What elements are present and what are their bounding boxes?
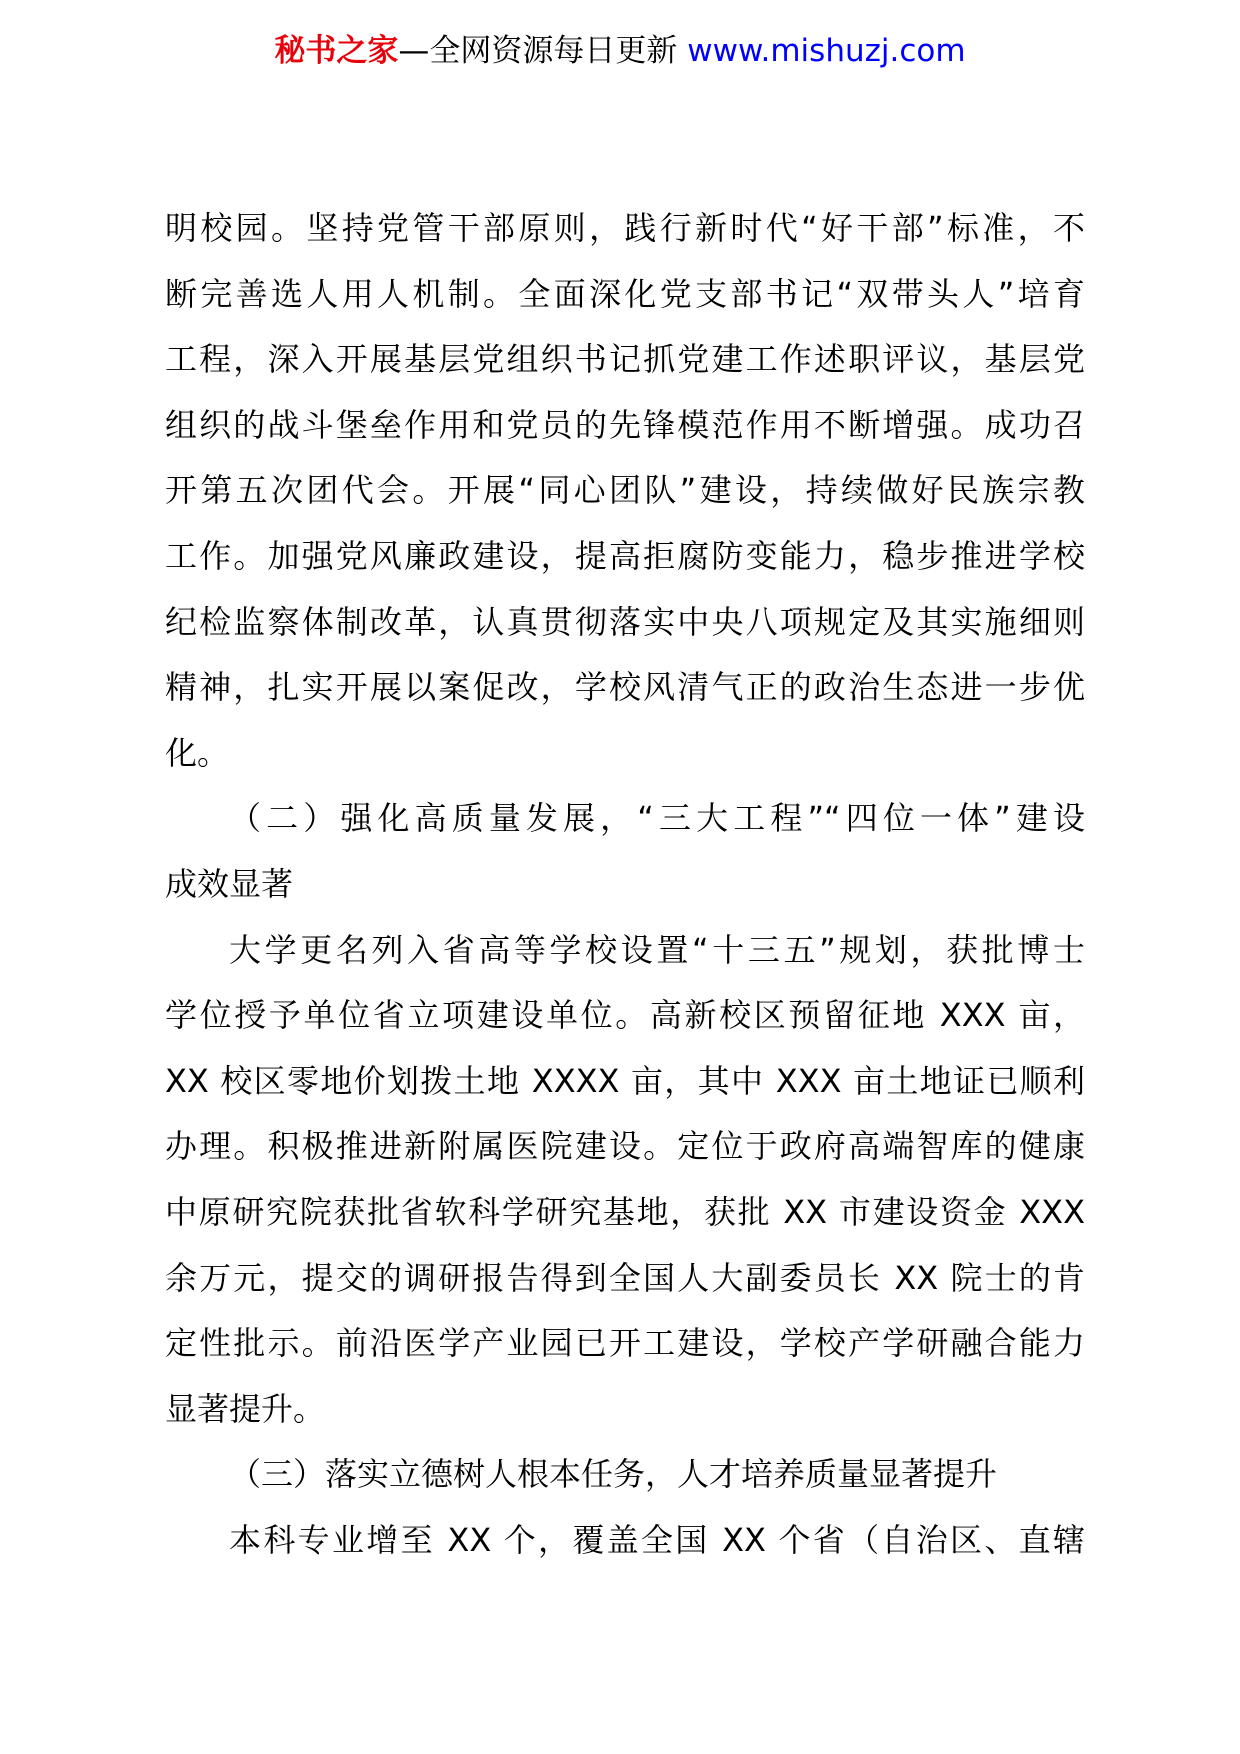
section-heading-line: 成效显著 [165, 864, 294, 903]
document-body [165, 196, 1085, 1573]
paragraph-line: 开第五次团代会。开展“同心团队”建设，持续做好民族宗教 [165, 471, 1085, 510]
paragraph-line: 办理。积极推进新附属医院建设。定位于政府高端智库的健康 [165, 1127, 1085, 1166]
paragraph-line: 学位授予单位省立项建设单位。高新校区预留征地 XXX 亩， [165, 996, 1085, 1035]
paragraph-line: 断完善选人用人机制。全面深化党支部书记“双带头人”培育 [165, 274, 1085, 313]
paragraph-line: 工程，深入开展基层党组织书记抓党建工作述职评议，基层党 [165, 340, 1085, 379]
paragraph-line: 大学更名列入省高等学校设置“十三五”规划，获批博士 [229, 930, 1085, 969]
paragraph-line: 工作。加强党风廉政建设，提高拒腐防变能力，稳步推进学校 [165, 536, 1085, 575]
paragraph-line: 中原研究院获批省软科学研究基地，获批 XX 市建设资金 XXX [165, 1192, 1085, 1231]
paragraph-line: 化。 [165, 733, 230, 772]
paragraph-line: 纪检监察体制改革，认真贯彻落实中央八项规定及其实施细则 [165, 602, 1085, 641]
paragraph-line: XX 校区零地价划拨土地 XXXX 亩，其中 XXX 亩土地证已顺利 [165, 1061, 1085, 1100]
section-heading-line: （三）落实立德树人根本任务，人才培养质量显著提升 [229, 1455, 998, 1494]
website-link[interactable]: www.mishuzj.com [687, 33, 966, 69]
paragraph-line: 本科专业增至 XX 个，覆盖全国 XX 个省（自治区、直辖 [229, 1520, 1085, 1559]
paragraph-line: 明校园。坚持党管干部原则，践行新时代“好干部”标准，不 [165, 209, 1085, 247]
section-heading-line: （二）强化高质量发展，“三大工程”“四位一体”建设 [229, 799, 1085, 838]
paragraph-line: 精神，扎实开展以案促改，学校风清气正的政治生态进一步优 [165, 668, 1085, 707]
paragraph-line: 显著提升。 [165, 1389, 326, 1428]
paragraph-line: 余万元，提交的调研报告得到全国人大副委员长 XX 院士的肯 [165, 1258, 1085, 1297]
page-header [0, 28, 1240, 74]
paragraph-line: 组织的战斗堡垒作用和党员的先锋模范作用不断增强。成功召 [165, 405, 1085, 444]
paragraph-line: 定性批示。前沿医学产业园已开工建设，学校产学研融合能力 [165, 1324, 1085, 1363]
brand-name: 秘书之家 [274, 33, 399, 69]
header-slogan: —全网资源每日更新 [398, 33, 688, 69]
